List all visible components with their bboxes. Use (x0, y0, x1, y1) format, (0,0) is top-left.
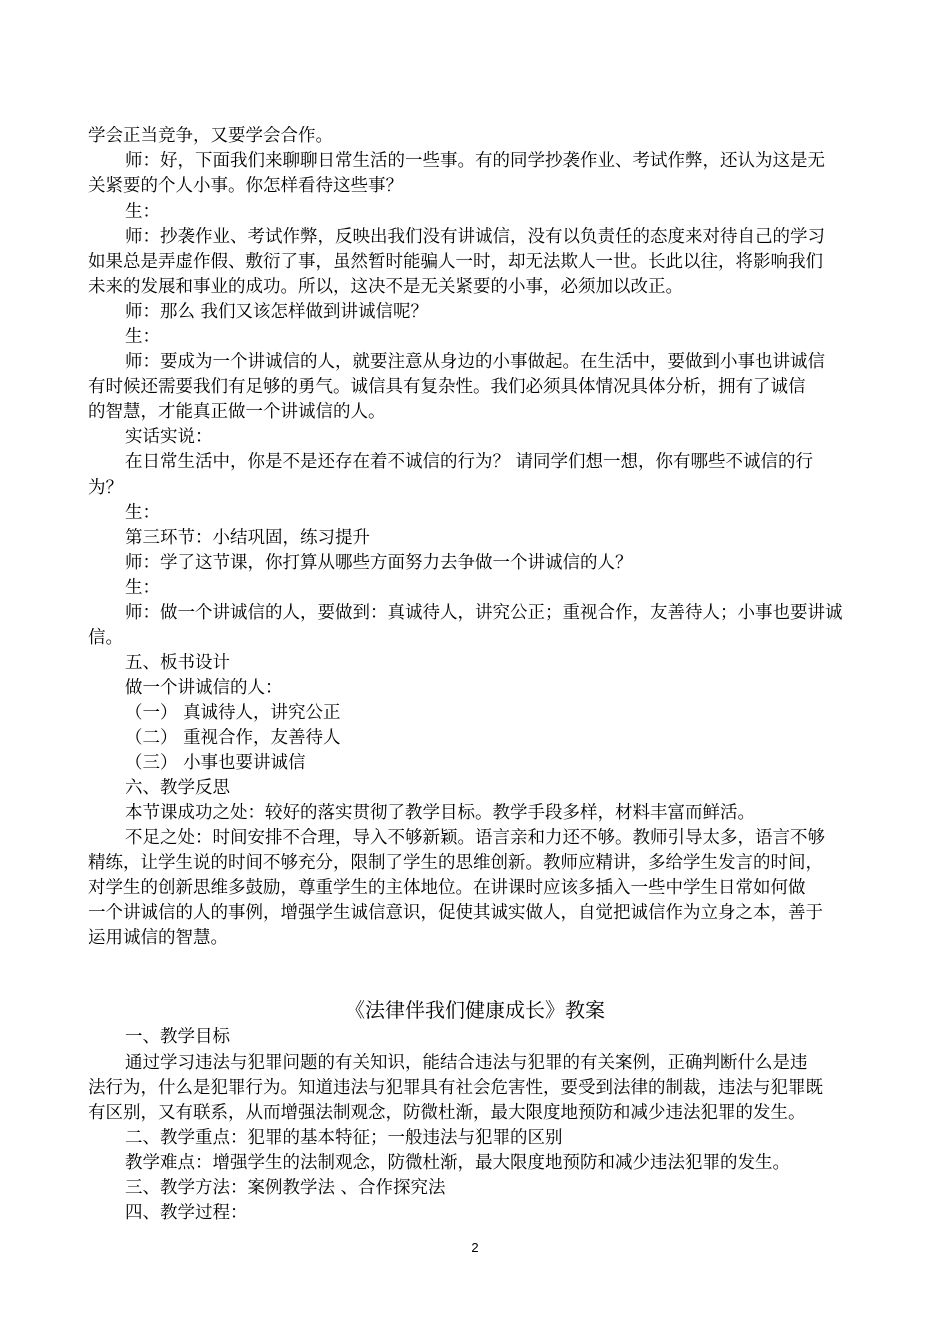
text-line: 学会正当竞争，又要学会合作。 (88, 126, 333, 146)
text-line: 师：做一个讲诚信的人，要做到：真诚待人，讲究公正；重视合作，友善待人；小事也要讲诚 (125, 603, 843, 623)
text-line: 在日常生活中，你是不是还存在着不诚信的行为？ 请同学们想一想，你有哪些不诚信的行 (125, 452, 814, 472)
lesson-plan-title: 《法律伴我们健康成长》教案 (345, 998, 605, 1022)
text-line: 六、教学反思 (125, 778, 230, 798)
text-line: 法行为，什么是犯罪行为。知道违法与犯罪具有社会危害性，要受到法律的制裁，违法与犯罪既 (88, 1078, 823, 1098)
text-line: 师：学了这节课，你打算从哪些方面努力去争做一个讲诚信的人？ (125, 553, 633, 573)
text-line: 为？ (88, 478, 123, 498)
text-line: 精练，让学生说的时间不够充分，限制了学生的思维创新。教师应精讲，多给学生发言的时间， (88, 853, 823, 873)
text-line: 教学难点：增强学生的法制观念，防微杜渐，最大限度地预防和减少违法犯罪的发生。 (125, 1153, 790, 1173)
text-line: 有区别，又有联系，从而增强法制观念，防微杜渐，最大限度地预防和减少违法犯罪的发生。 (88, 1103, 806, 1123)
text-line: 信。 (88, 628, 123, 648)
text-line: 未来的发展和事业的成功。所以，这决不是无关紧要的小事，必须加以改正。 (88, 277, 683, 297)
text-line: （一） 真诚待人，讲究公正 (125, 703, 341, 723)
text-line: 生： (125, 578, 160, 598)
text-line: 生： (125, 202, 160, 222)
text-line: 师：好，下面我们来聊聊日常生活的一些事。有的同学抄袭作业、考试作弊，还认为这是无 (125, 151, 825, 171)
text-line: 有时候还需要我们有足够的勇气。诚信具有复杂性。我们必须具体情况具体分析，拥有了诚信 (88, 377, 806, 397)
text-line: 二、教学重点：犯罪的基本特征；一般违法与犯罪的区别 (125, 1128, 563, 1148)
text-line: 不足之处：时间安排不合理，导入不够新颖。语言亲和力还不够。教师引导太多，语言不够 (125, 828, 825, 848)
text-line: 本节课成功之处：较好的落实贯彻了教学目标。教学手段多样，材料丰富而鲜活。 (125, 803, 755, 823)
text-line: 三、教学方法：案例教学法 、合作探究法 (125, 1178, 446, 1198)
text-line: 第三环节：小结巩固，练习提升 (125, 528, 370, 548)
text-line: 运用诚信的智慧。 (88, 928, 228, 948)
text-line: 五、板书设计 (125, 653, 230, 673)
text-line: 的智慧，才能真正做一个讲诚信的人。 (88, 402, 386, 422)
text-line: 四、教学过程： (125, 1203, 248, 1223)
text-line: （二） 重视合作，友善待人 (125, 728, 341, 748)
text-line: 通过学习违法与犯罪问题的有关知识，能结合违法与犯罪的有关案例，正确判断什么是违 (125, 1053, 808, 1073)
text-line: 师：抄袭作业、考试作弊，反映出我们没有讲诚信，没有以负责任的态度来对待自己的学习 (125, 227, 825, 247)
text-line: 生： (125, 327, 160, 347)
text-line: 对学生的创新思维多鼓励，尊重学生的主体地位。在讲课时应该多插入一些中学生日常如何做 (88, 878, 806, 898)
text-line: 生： (125, 503, 160, 523)
text-line: （三） 小事也要讲诚信 (125, 753, 306, 773)
text-line: 师：那么 我们又该怎样做到讲诚信呢？ (125, 302, 429, 322)
text-line: 做一个讲诚信的人： (125, 678, 283, 698)
text-line: 实话实说： (125, 427, 213, 447)
text-line: 一、教学目标 (125, 1027, 230, 1047)
text-line: 师：要成为一个讲诚信的人，就要注意从身边的小事做起。在生活中，要做到小事也讲诚信 (125, 352, 825, 372)
page-number: 2 (471, 1240, 479, 1255)
text-line: 如果总是弄虚作假、敷衍了事，虽然暂时能骗人一时，却无法欺人一世。长此以往，将影响我们 (88, 252, 823, 272)
text-line: 一个讲诚信的人的事例，增强学生诚信意识，促使其诚实做人，自觉把诚信作为立身之本，善于 (88, 903, 823, 923)
text-line: 关紧要的个人小事。你怎样看待这些事？ (88, 176, 403, 196)
